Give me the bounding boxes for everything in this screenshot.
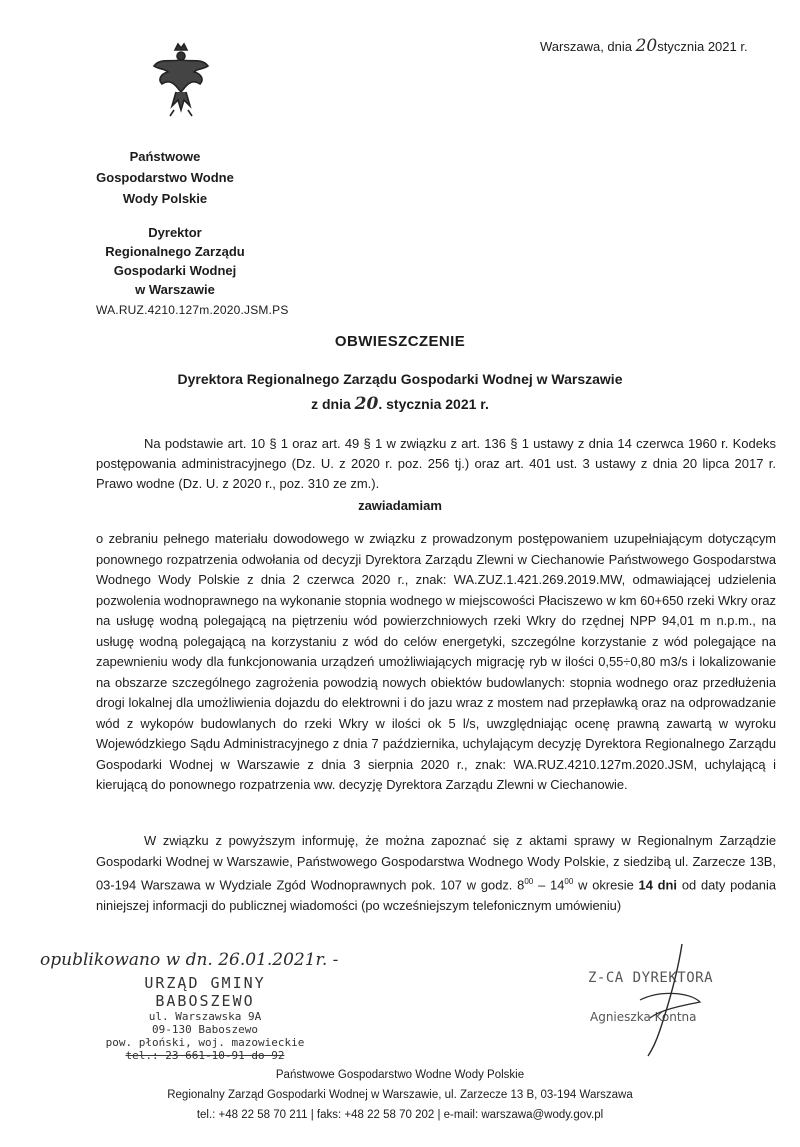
subdate-prefix: z dnia <box>311 396 355 412</box>
document-subtitle: Dyrektora Regionalnego Zarządu Gospodarki Wodnej w Warszawie <box>177 371 623 387</box>
dir-line: Regionalnego Zarządu <box>105 244 245 259</box>
handwritten-publication-note: opublikowano w dn. 26.01.2021r. - <box>40 950 339 970</box>
stamp-line: ul. Warszawska 9A <box>148 1010 262 1023</box>
info-days: 14 dni <box>638 877 678 893</box>
page-footer <box>0 1065 800 1125</box>
stamp-line: tel.: 23 661-10-91 do 92 <box>125 1049 285 1062</box>
info-text: – 14 <box>533 877 565 893</box>
footer-line: Regionalny Zarząd Gospodarki Wodnej w Warszawie, ul. Zarzecze 13 B, 03-194 Warszawa <box>167 1089 633 1101</box>
place-date-suffix: stycznia 2021 r. <box>657 39 748 54</box>
eagle-emblem-icon <box>150 40 212 120</box>
case-reference: WA.RUZ.4210.127m.2020.JSM.PS <box>96 303 289 317</box>
dir-line: Dyrektor <box>148 225 202 240</box>
place-date-prefix: Warszawa, dnia <box>540 39 636 54</box>
notify-heading: zawiadamiam <box>358 498 442 513</box>
footer-line: Państwowe Gospodarstwo Wodne Wody Polskie <box>275 1069 525 1081</box>
access-info-paragraph <box>96 831 776 916</box>
info-sup: 00 <box>564 877 574 886</box>
office-stamp <box>75 974 335 1062</box>
place-date-day: 20 <box>635 36 658 56</box>
organization-name <box>90 146 240 209</box>
footer-line: tel.: +48 22 58 70 211 | faks: +48 22 58 70 202 | e-mail: warszawa@wody.gov.pl <box>196 1109 604 1121</box>
org-line: Wody Polskie <box>122 191 208 206</box>
dir-line: w Warszawie <box>135 282 215 297</box>
info-text: od daty podania niniejszej informacji do publicznej wiadomości (po wcześniejszym telefonicznym umówieniu) <box>96 877 776 913</box>
info-text: w okresie <box>573 877 639 893</box>
info-text: W związku z powyższym informuję, że można zapoznać się z aktami sprawy w Regionalnym Zarządzie Gospodarki Wodnej w Warszawie, Państwowego Gospodarstwa Wodnego Wody Polskie, z siedzibą ul. Zarzecze 13B, 03-194 Warszawa w Wydziale Zgód Wodnoprawnych pok. 107 w godz. 8 <box>96 833 776 893</box>
org-line: Gospodarstwo Wodne <box>96 170 234 185</box>
subdate-day: 20 <box>354 394 379 414</box>
notice-body-paragraph: o zebraniu pełnego materiału dowodowego w związku z prowadzonym postępowaniem uzupełniającym dotyczącym ponownego rozpatrzenia odwołania od decyzji Dyrektora Zarządu Zlewni w Ciechanowie Państwowego Gospodarstwa Wodnego Wody Polskie z dnia 2 czerwca 2020 r., znak: WA.ZUZ.1.421.269.2019.MW, odmawiającej udzielenia pozwolenia wodnoprawnego na wykonanie stopnia wodnego w miejscowości Płaciszewo w km 60+650 rzeki Wkry oraz na usługę wodną polegającą na piętrzeniu wód powierzchniowych rzeki Wkry do rzędnej NPP 94,01 m n.p.m., na usługę wodną polegającą na korzystaniu z wód do celów energetyki, szczególne korzystanie z wód polegające na zapewnieniu wody dla funkcjonowania urządzeń umożliwiających migrację ryb w ilości 0,55÷0,80 m3/s i lokalizowanie na obszarze szczególnego zagrożenia powodzią nowych obiektów budowlanych: stopnia wodnego oraz przedłużenia drogi lokalnej dla umożliwienia dojazdu do elektrowni i do jazu wraz z mostem nad przepławką oraz na odprowadzanie wód z wykopów budowlanych do rzeki Wkry w ilości ok 5 l/s, uwzględniając ocenę prawną zawartą w wyroku Wojewódzkiego Sądu Administracyjnego z dnia 7 października, uchylającym decyzję Dyrektora Regionalnego Zarządu Gospodarki Wodnej w Warszawie z dnia 3 sierpnia 2020 r., znak: WA.RUZ.4210.127m.2020.JSM, uchylającą i kierującą do ponownego rozpatrzenia ww. decyzję Dyrektora Zarządu Zlewni w Ciechanowie. <box>96 531 776 792</box>
stamp-line: 09-130 Baboszewo <box>152 1023 258 1036</box>
signature-scribble-icon <box>600 940 720 1060</box>
document-date <box>0 394 800 414</box>
director-title <box>100 223 250 299</box>
document-title: OBWIESZCZENIE <box>334 333 466 350</box>
info-sup: 00 <box>524 877 534 886</box>
org-line: Państwowe <box>129 149 201 164</box>
stamp-line: BABOSZEWO <box>155 992 255 1010</box>
stamp-line: URZĄD GMINY <box>144 974 266 992</box>
stamp-line: pow. płoński, woj. mazowieckie <box>105 1036 305 1049</box>
signatory-name: Agnieszka Kontna <box>590 1010 697 1024</box>
dir-line: Gospodarki Wodnej <box>113 263 237 278</box>
subdate-suffix: . stycznia 2021 r. <box>378 396 489 412</box>
deputy-director-stamp: Z-CA DYREKTORA <box>588 970 714 986</box>
legal-basis-paragraph: Na podstawie art. 10 § 1 oraz art. 49 § 1 w związku z art. 136 § 1 ustawy z dnia 14 czerwca 1960 r. Kodeks postępowania administracyjnego (Dz. U. z 2020 r. poz. 256 tj.) oraz art. 401 ust. 3 ustawy z dnia 20 lipca 2017 r. Prawo wodne (Dz. U. z 2020 r., poz. 310 ze zm.). <box>96 436 776 491</box>
place-date <box>540 36 748 56</box>
